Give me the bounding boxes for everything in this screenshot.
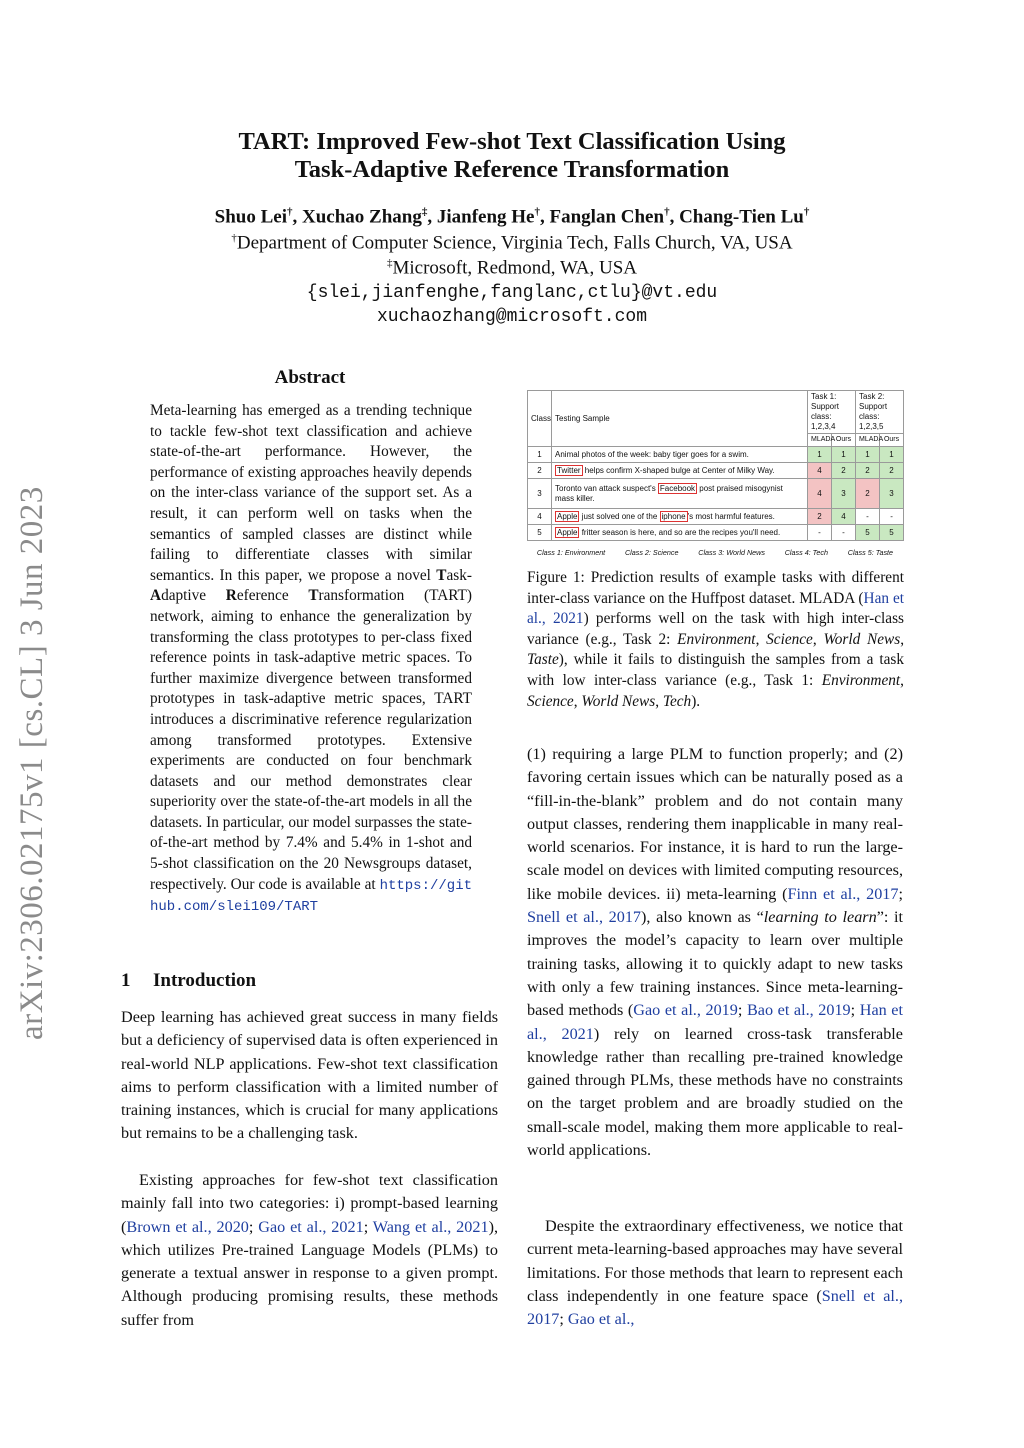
paragraph-text: Existing approaches for few-shot text classification mainly fall into two categories: i) prompt-based learning ( xyxy=(121,1171,498,1236)
abstract-heading: Abstract xyxy=(274,367,346,388)
abstract-text: daptive xyxy=(161,587,226,605)
author-mark: † xyxy=(803,206,810,218)
author-mark: † xyxy=(534,206,540,218)
class-cell: 1 xyxy=(528,447,552,463)
abstract-body xyxy=(150,401,472,918)
highlighted-keyword: Facebook xyxy=(659,483,696,493)
intro-paragraph-2: Existing approaches for few-shot text classification mainly fall into two categories: i) prompt-based learning (Brown et al., 2020; Gao et al., 2021; Wang et al., 2021), which utilizes Pre-trained Language Models (PLMs) to generate a textual answer in response to a given prompt. Although producing promising results, these methods suffer from xyxy=(121,1171,498,1329)
abstract-text: Meta-learning has emerged as a trending technique to tackle few-shot text classification and achieve state-of-the-art performance. However, the performance of existing approaches heavily depends on the inter-class variance of the support set. As a result, it can perform well on tasks when the semantics of sampled classes are distinct while failing to differentiate classes with similar semantics. In this paper, we propose a novel xyxy=(150,402,472,584)
title-line-2: Task-Adaptive Reference Transformation xyxy=(294,156,730,183)
citation-link[interactable]: Han et al., 2021 xyxy=(527,1001,903,1043)
citation-link[interactable]: Gao et al., 2021 xyxy=(258,1217,364,1236)
sample-cell xyxy=(552,509,808,525)
prediction-cell: 1 xyxy=(808,447,832,463)
figure-1-caption: Figure 1: Prediction results of example tasks with different inter-class variance on the Huffpost dataset. MLADA (Han et al., 2021) performs well on the task with high inter-class variance (e.g., Task 2: Environment, Science, World News, Taste), while it fails to distinguish the samples from a task with low inter-class variance (e.g., Task 1: Environment, Science, World News, Tech). xyxy=(527,569,905,710)
caption-text: ), while it fails to distinguish the samples from a task with low inter-class variance (e.g., Task 1: xyxy=(527,651,904,689)
email-line-2: xuchaozhang@microsoft.com xyxy=(376,307,648,327)
caption-emphasis: Environment xyxy=(677,630,756,648)
caption-emphasis: Tech xyxy=(662,692,692,710)
sample-text: post praised misogynist mass killer. xyxy=(555,483,783,503)
class-cell: 4 xyxy=(528,509,552,525)
sample-text: just solved one of the xyxy=(579,511,660,521)
citation-link[interactable]: Gao et al., 2019 xyxy=(633,1001,738,1020)
header-testing-sample: Testing Sample xyxy=(552,391,808,447)
class-cell: 3 xyxy=(528,479,552,509)
caption-text: ). xyxy=(691,692,701,710)
acronym-letter: A xyxy=(150,587,162,605)
paragraph-text: ”: it improves the model’s capacity to learn over multiple training tasks, allowing it to quickly adapt to new tasks with only a few training instances. Since meta-learning-based methods ( xyxy=(527,908,903,1020)
sample-text: 's most harmful features. xyxy=(687,511,775,521)
section-title: Introduction xyxy=(153,970,257,991)
header-ours: Ours xyxy=(880,434,904,447)
prediction-cell: 5 xyxy=(880,525,904,541)
paragraph-text: Despite the extraordinary effectiveness, we notice that current meta-learning-based approaches may have several limitations. For those methods that learn to represent each class independently in one feature space ( xyxy=(527,1217,903,1305)
table-row xyxy=(528,463,904,479)
prediction-cell: 1 xyxy=(856,447,880,463)
section-heading-introduction xyxy=(121,970,256,992)
paragraph-emphasis: learning to learn xyxy=(763,908,877,927)
caption-text: ) performs well on the task with high inter-class variance (e.g., Task 2: xyxy=(527,610,904,648)
author-mark: † xyxy=(287,206,293,218)
citation-link[interactable]: Bao et al., 2019 xyxy=(746,1001,851,1020)
prediction-cell: 1 xyxy=(832,447,856,463)
affiliation-1 xyxy=(100,232,924,254)
prediction-cell: 2 xyxy=(856,479,880,509)
intro-paragraph-4: Despite the extraordinary effectiveness, we notice that current meta-learning-based approaches may have several limitations. For those methods that learn to represent each class independently in one feature space (Snell et al., 2017; Gao et al., xyxy=(527,1217,903,1329)
acronym-letter: R xyxy=(225,587,237,605)
prediction-cell: - xyxy=(808,525,832,541)
paragraph-text: ), also known as “ xyxy=(641,908,764,927)
header-ours: Ours xyxy=(832,434,856,447)
caption-emphasis: Science xyxy=(766,630,813,648)
paragraph-text: ) rely on learned cross-task transferable knowledge rather than recalling pre-trained knowledge gained through PLMs, these methods have no constraints on the target problem and are broadly studied on the small-scale model, making them more applicable to real-world applications. xyxy=(527,1024,903,1160)
prediction-cell: 2 xyxy=(832,463,856,479)
figure-1-table xyxy=(527,390,903,560)
author-name: Jianfeng He xyxy=(436,206,535,228)
prediction-cell: 4 xyxy=(832,509,856,525)
legend-item: Class 4: Tech xyxy=(784,548,828,557)
acronym-letter: T xyxy=(308,587,319,605)
paper-title xyxy=(100,128,924,184)
acronym-letter: T xyxy=(436,566,447,584)
prediction-cell: 2 xyxy=(808,509,832,525)
abstract-text: eference xyxy=(236,587,309,605)
highlighted-keyword: iphone xyxy=(661,511,686,521)
prediction-cell: 2 xyxy=(880,463,904,479)
table-row xyxy=(528,525,904,541)
legend-item: Class 3: World News xyxy=(698,548,765,557)
author-mark: ‡ xyxy=(421,206,428,218)
affiliation-text: Microsoft, Redmond, WA, USA xyxy=(392,257,638,279)
paragraph-text: ), which utilizes Pre-trained Language Models (PLMs) to generate a textual answer in response to a given prompt. Although producing promising results, these methods suffer from xyxy=(121,1217,498,1329)
sample-text: Toronto van attack suspect's xyxy=(555,483,658,493)
caption-emphasis: World News xyxy=(823,630,901,648)
sample-cell xyxy=(552,479,808,509)
citation-link[interactable]: Finn et al., 2017 xyxy=(787,884,899,903)
figure-legend xyxy=(527,548,903,557)
legend-item: Class 1: Environment xyxy=(536,548,606,557)
affiliation-mark: † xyxy=(231,232,237,244)
citation-link[interactable]: Gao et al., xyxy=(567,1310,635,1329)
intro-paragraph-3: (1) requiring a large PLM to function properly; and (2) favoring certain issues which can be naturally posed as a “fill-in-the-blank” problem and do not contain many output classes, rendering them inapplicable in many real-world scenarios. For instance, it is hard to run the large-scale model on devices with limited computing resources, like mobile devices. ii) meta-learning (Finn et al., 2017; Snell et al., 2017), also known as “learning to learn”: it improves the model’s capacity to learn over multiple training tasks, allowing it to quickly adapt to new tasks with only a few training instances. Since meta-learning-based methods (Gao et al., 2019; Bao et al., 2019; Han et al., 2021) rely on learned cross-task transferable knowledge rather than recalling pre-trained knowledge gained through PLMs, these methods have no constraints on the target problem and are broadly studied on the small-scale model, making them more applicable to real-world applications. xyxy=(527,745,903,1160)
author-name: Fanglan Chen xyxy=(549,206,665,228)
citation-link[interactable]: Snell et al., 2017 xyxy=(527,1286,903,1329)
prediction-cell: 1 xyxy=(880,447,904,463)
author-name: Xuchao Zhang xyxy=(302,206,422,228)
prediction-cell: - xyxy=(856,509,880,525)
header-mlada: MLADA xyxy=(808,434,832,447)
sample-text: fritter season is here, and so are the recipes you'll need. xyxy=(579,527,781,537)
affiliation-2 xyxy=(100,257,924,279)
prediction-cell: 4 xyxy=(808,479,832,509)
class-cell: 2 xyxy=(528,463,552,479)
header-task-1: Task 1: Support class: 1,2,3,4 xyxy=(808,391,856,434)
abstract-text: (TART) network, aiming to enhance the generalization by transforming the class prototypes to per-class fixed reference points in task-adaptive metric spaces. To further maximize divergence between transformed prototypes in task-adaptive metric spaces, TART introduces a discriminative reference regularization among transformed prototypes. Extensive experiments are conducted on four benchmark datasets and our method demonstrates clear superiority over the state-of-the-art models in all the datasets. In particular, our model surpasses the state-of-the-art method by 7.4% and 5.4% in 1-shot and 5-shot classification on the 20 Newsgroups dataset, respectively. Our code is available at xyxy=(150,587,472,893)
citation-link[interactable]: Snell et al., 2017 xyxy=(527,908,642,927)
prediction-cell: 4 xyxy=(808,463,832,479)
sample-text: Animal photos of the week: baby tiger goes for a swim. xyxy=(555,449,749,459)
prediction-cell: 2 xyxy=(856,463,880,479)
section-number: 1 xyxy=(121,970,131,991)
highlighted-keyword: Apple xyxy=(557,511,578,521)
caption-text: Figure 1: Prediction results of example tasks with different inter-class variance on the Huffpost dataset. MLADA ( xyxy=(527,569,904,607)
header-task-2: Task 2: Support class: 1,2,3,5 xyxy=(856,391,904,434)
highlighted-keyword: Apple xyxy=(557,527,578,537)
prediction-cell: 5 xyxy=(856,525,880,541)
citation-link[interactable]: Wang et al., 2021 xyxy=(372,1217,489,1236)
citation-link[interactable]: Han et al., 2021 xyxy=(527,589,904,628)
caption-emphasis: World News xyxy=(581,692,656,710)
sample-cell xyxy=(552,525,808,541)
abstract-text: ask- xyxy=(446,566,472,584)
header-mlada: MLADA xyxy=(856,434,880,447)
sample-cell xyxy=(552,447,808,463)
caption-emphasis: Environment xyxy=(821,671,901,689)
highlighted-keyword: Twitter xyxy=(557,465,581,475)
sample-text: helps confirm X-shaped bulge at Center of Milky Way. xyxy=(582,465,775,475)
prediction-cell: - xyxy=(880,509,904,525)
author-name: Chang-Tien Lu xyxy=(679,206,804,228)
prediction-cell: - xyxy=(832,525,856,541)
legend-item: Class 2: Science xyxy=(624,548,679,557)
abstract-text: ransformation xyxy=(318,587,405,605)
prediction-cell: 3 xyxy=(832,479,856,509)
arxiv-stamp: arXiv:2306.02175v1 [cs.CL] 3 Jun 2023 xyxy=(14,486,50,1040)
class-cell: 5 xyxy=(528,525,552,541)
intro-paragraph-1: Deep learning has achieved great success in many fields but a deficiency of supervised data is often experienced in real-world NLP applications. Few-shot text classification aims to perform classification with a limited number of training instances, which is crucial for many applications but remains to be a challenging task. xyxy=(121,1008,498,1143)
caption-emphasis: Science xyxy=(527,692,574,710)
table-row xyxy=(528,447,904,463)
caption-emphasis: Taste xyxy=(527,651,559,669)
email-line-1: {slei,jianfenghe,fanglanc,ctlu}@vt.edu xyxy=(306,283,718,303)
prediction-cell: 3 xyxy=(880,479,904,509)
affiliation-mark: ‡ xyxy=(386,257,393,269)
legend-item: Class 5: Taste xyxy=(847,548,894,557)
code-url-link[interactable]: https://github.com/slei109/TART xyxy=(150,877,472,916)
author-mark: † xyxy=(664,206,670,218)
header-class: Class xyxy=(528,391,552,447)
author-list: Shuo Lei†, Xuchao Zhang‡, Jianfeng He†, Fanglan Chen†, Chang-Tien Lu† xyxy=(214,206,810,228)
affiliation-text: Department of Computer Science, Virginia Tech, Falls Church, VA, USA xyxy=(236,232,793,254)
author-name: Shuo Lei xyxy=(214,206,287,228)
table-row xyxy=(528,479,904,509)
paragraph-text: (1) requiring a large PLM to function properly; and (2) favoring certain issues which can be naturally posed as a “fill-in-the-blank” problem and do not contain many output classes, rendering them inapplicable in many real-world scenarios. For instance, it is hard to run the large-scale model on devices with limited computing resources, like mobile devices. ii) meta-learning ( xyxy=(527,745,903,903)
sample-cell xyxy=(552,463,808,479)
title-line-1: TART: Improved Few-shot Text Classification Using xyxy=(238,128,786,155)
table-row xyxy=(528,509,904,525)
citation-link[interactable]: Brown et al., 2020 xyxy=(126,1217,249,1236)
